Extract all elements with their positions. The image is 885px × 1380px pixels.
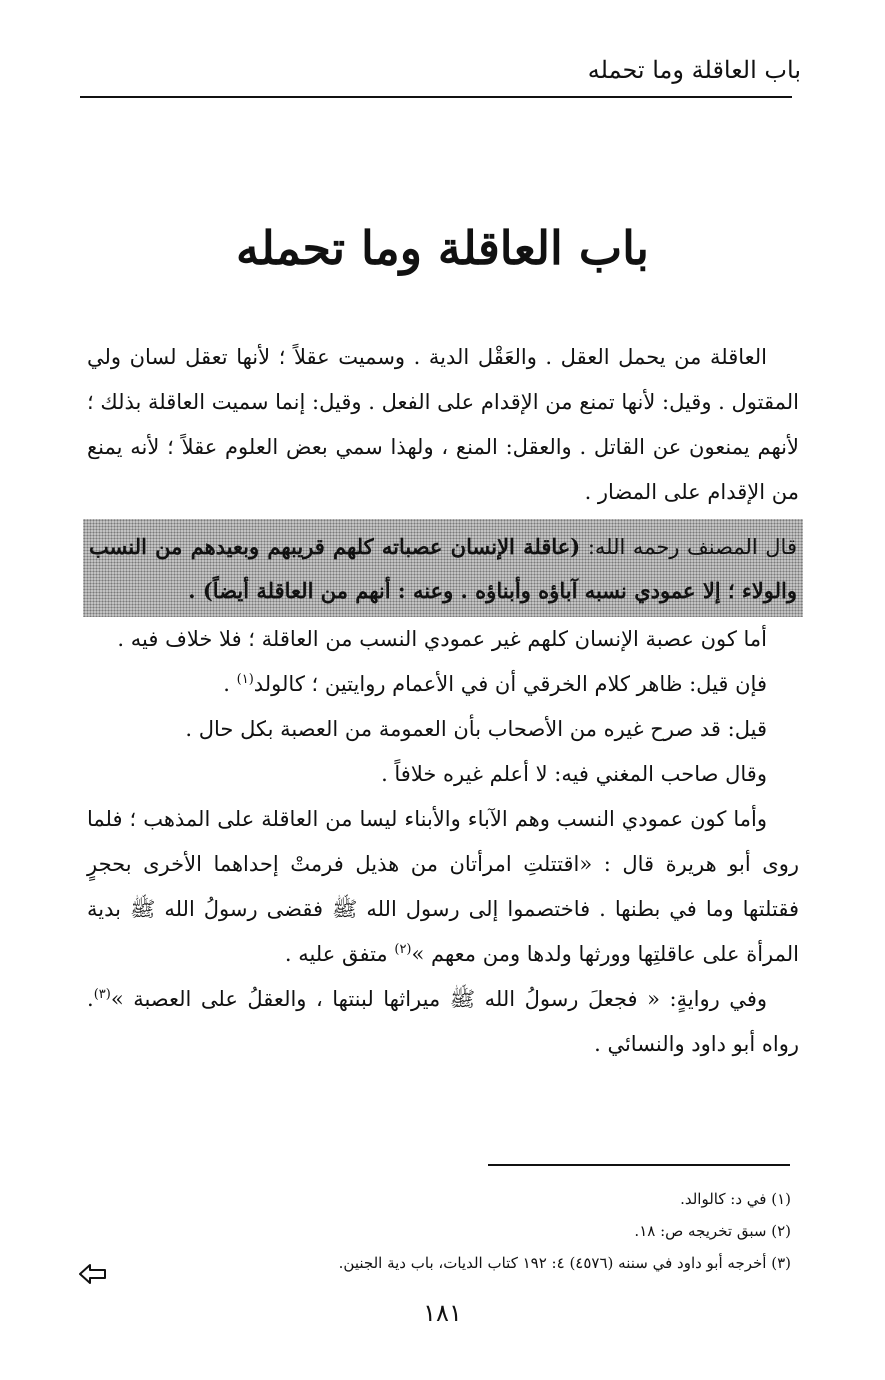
paragraph-objection (87, 662, 799, 707)
paragraph-mughni: وقال صاحب المغني فيه: لا أعلم غيره خلافاً . (381, 762, 767, 786)
quote-lead: قال المصنف رحمه الله: (580, 535, 797, 559)
objection-text: فإن قيل: ظاهر كلام الخرقي أن في الأعمام روايتين ؛ كالولد (253, 672, 767, 696)
riwaya-text: وفي روايةٍ: « فجعلَ رسولُ الله ﷺ ميراثها لبنتها ، والعقلُ على العصبة » (110, 987, 767, 1011)
footnote-ref-1[interactable]: (١) (236, 672, 254, 687)
footnote-divider (488, 1164, 790, 1166)
paragraph-definition: العاقلة من يحمل العقل . والعَقْل الدية . وسميت عقلاً ؛ لأنها تعقل لسان ولي المقتول . وقيل: لأنها تمنع من الإقدام على الفعل . وقيل: إنما سميت العاقلة بذلك ؛ لأنهم يمنعون عن القاتل . والعقل: المنع ، ولهذا سمي بعض العلوم عقلاً ؛ لأنه يمنع من الإقدام على المضار . (87, 345, 799, 504)
paragraph-hadith (87, 797, 799, 977)
footnote-ref-3[interactable]: (٣) (93, 987, 111, 1002)
page-number: ١٨١ (423, 1299, 462, 1327)
footnotes (171, 1183, 791, 1279)
running-header: باب العاقلة وما تحمله (587, 56, 801, 84)
paragraph-explanation: أما كون عصبة الإنسان كلهم غير عمودي النسب من العاقلة ؛ فلا خلاف فيه . (117, 627, 767, 651)
body-text (87, 335, 799, 1067)
footnote-ref-2[interactable]: (٢) (394, 942, 412, 957)
footnote-1: (١) في د: كالوالد. (680, 1190, 791, 1208)
paragraph-riwaya (87, 977, 799, 1067)
chapter-title: باب العاقلة وما تحمله (236, 221, 649, 275)
quote-text: (عاقلة الإنسان عصباته كلهم قريبهم وبعيدهم من النسب والولاء ؛ إلا عمودي نسبه آباؤه وأبناؤه . وعنه : أنهم من العاقلة أيضاً) . (89, 534, 797, 603)
highlighted-quote (83, 519, 803, 617)
objection-end: . (223, 672, 237, 696)
footnote-3: (٣) أخرجه أبو داود في سننه (٤٥٧٦) ٤: ١٩٢ كتاب الديات، باب دية الجنين. (338, 1254, 791, 1272)
riwaya-end: . رواه أبو داود والنسائي . (87, 987, 799, 1056)
paragraph-reply: قيل: قد صرح غيره من الأصحاب بأن العمومة من العصبة بكل حال . (185, 717, 767, 741)
left-arrow-icon[interactable] (78, 1262, 108, 1286)
hadith-end: متفق عليه . (284, 942, 395, 966)
hadith-text: وأما كون عمودي النسب وهم الآباء والأبناء ليسا من العاقلة على المذهب ؛ فلما روى أبو هريرة قال : «اقتتلتِ امرأتان من هذيل فرمتْ إحداهما الأخرى بحجرٍ فقتلتها وما في بطنها . فاختصموا إلى رسول الله ﷺ فقضى رسولُ الله ﷺ بدية المرأة على عاقلتِها وورثها ولدها ومن معهم » (87, 807, 799, 966)
footnote-2: (٢) سبق تخريجه ص: ١٨. (634, 1222, 791, 1240)
header-divider (80, 96, 792, 98)
